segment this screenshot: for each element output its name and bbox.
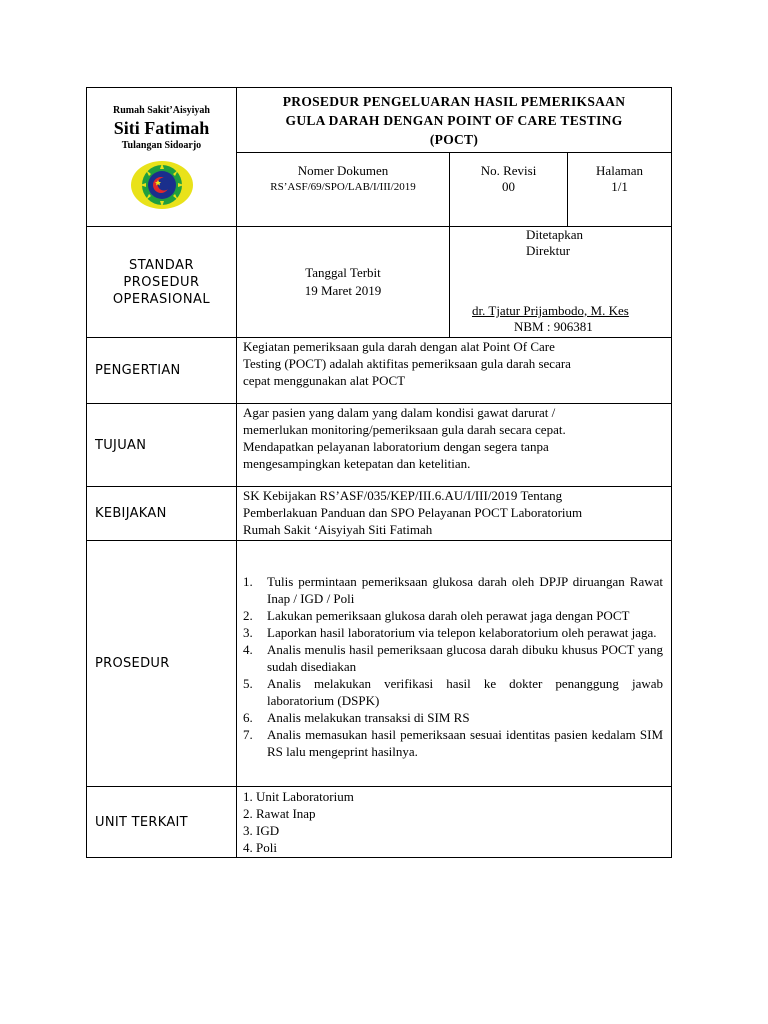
sop-line-2: PROSEDUR <box>123 274 200 290</box>
approved-role: Direktur <box>526 243 571 258</box>
pengertian-content <box>237 338 672 404</box>
kebijakan-line-1: SK Kebijakan RS’ASF/035/KEP/III.6.AU/I/III/2019 Tentang <box>243 488 563 503</box>
prosedur-step-number: 1. <box>243 574 253 589</box>
prosedur-step-number: 4. <box>243 642 253 657</box>
page-value: 1/1 <box>611 179 628 194</box>
hospital-logo-icon <box>130 160 194 210</box>
prosedur-label: PROSEDUR <box>87 541 237 787</box>
sop-document-table <box>86 87 672 858</box>
sop-line-1: STANDAR <box>128 257 194 273</box>
hospital-location: Tulangan Sidoarjo <box>121 140 202 151</box>
pengertian-label: PENGERTIAN <box>87 338 237 404</box>
hospital-line1: Rumah Sakit’Aisyiyah <box>113 105 210 116</box>
issue-date-label: Tanggal Terbit <box>305 265 381 280</box>
prosedur-step-text: Analis menulis hasil pemeriksaan glucosa darah dibuku khusus POCT yang sudah disediakan <box>267 642 664 674</box>
approval-cell <box>450 227 672 338</box>
document-title <box>237 88 672 153</box>
revision-value: 00 <box>502 179 515 194</box>
prosedur-step <box>243 709 663 726</box>
approved-label: Ditetapkan <box>526 227 584 242</box>
prosedur-step-number: 6. <box>243 710 253 725</box>
prosedur-step-text: Analis memasukan hasil pemeriksaan sesuai identitas pasien kedalam SIM RS lalu mengeprint hasilnya. <box>267 727 664 759</box>
page-cell <box>568 153 672 227</box>
prosedur-step <box>243 573 663 607</box>
kebijakan-line-2: Pemberlakuan Panduan dan SPO Pelayanan POCT Laboratorium <box>243 505 583 520</box>
kebijakan-content <box>237 487 672 541</box>
pengertian-line-2: Testing (POCT) adalah aktifitas pemeriksaan gula darah secara <box>243 356 571 371</box>
unit-terkait-label: UNIT TERKAIT <box>87 787 237 858</box>
prosedur-step-text: Laporkan hasil laboratorium via telepon kelaboratorium oleh perawat jaga. <box>267 625 657 640</box>
prosedur-step-number: 3. <box>243 625 253 640</box>
kebijakan-label: KEBIJAKAN <box>87 487 237 541</box>
prosedur-step <box>243 607 663 624</box>
title-line-1: PROSEDUR PENGELUARAN HASIL PEMERIKSAAN <box>282 93 626 109</box>
prosedur-step <box>243 641 663 675</box>
prosedur-step-text: Analis melakukan transaksi di SIM RS <box>267 710 470 725</box>
tujuan-line-1: Agar pasien yang dalam yang dalam kondisi gawat darurat / <box>243 405 556 420</box>
tujuan-label: TUJUAN <box>87 404 237 487</box>
sop-label-cell <box>87 227 237 338</box>
prosedur-step <box>243 726 663 760</box>
unit-terkait-content <box>237 787 672 858</box>
tujuan-line-2: memerlukan monitoring/pemeriksaan gula darah secara cepat. <box>243 422 566 437</box>
prosedur-step-text: Tulis permintaan pemeriksaan glukosa darah oleh DPJP diruangan Rawat Inap / IGD / Poli <box>267 574 664 606</box>
prosedur-step-text: Lakukan pemeriksaan glukosa darah oleh perawat jaga dengan POCT <box>267 608 630 623</box>
document-number-cell <box>237 153 450 227</box>
prosedur-step-number: 2. <box>243 608 253 623</box>
pengertian-line-1: Kegiatan pemeriksaan gula darah dengan alat Point Of Care <box>243 339 555 354</box>
kebijakan-line-3: Rumah Sakit ‘Aisyiyah Siti Fatimah <box>243 522 433 537</box>
prosedur-step-text: Analis melakukan verifikasi hasil ke dokter penanggung jawab laboratorium (DSPK) <box>267 676 664 708</box>
revision-cell <box>450 153 568 227</box>
issue-date-value: 19 Maret 2019 <box>304 283 382 298</box>
signer-nbm: NBM : 906381 <box>514 319 593 334</box>
unit-item: 3. IGD <box>243 823 280 838</box>
sop-line-3: OPERASIONAL <box>112 291 211 307</box>
tujuan-line-4: mengesampingkan ketepatan dan ketelitian. <box>243 456 471 471</box>
prosedur-content <box>237 541 672 787</box>
prosedur-list <box>243 573 663 760</box>
revision-label: No. Revisi <box>480 163 537 178</box>
unit-item: 1. Unit Laboratorium <box>243 789 354 804</box>
prosedur-step <box>243 624 663 641</box>
tujuan-line-3: Mendapatkan pelayanan laboratorium dengan segera tanpa <box>243 439 549 454</box>
tujuan-content <box>237 404 672 487</box>
page-label: Halaman <box>596 163 643 178</box>
prosedur-step <box>243 675 663 709</box>
hospital-cell <box>87 88 237 227</box>
prosedur-step-number: 5. <box>243 676 253 691</box>
title-line-2: GULA DARAH DENGAN POINT OF CARE TESTING <box>285 112 623 128</box>
unit-item: 2. Rawat Inap <box>243 806 316 821</box>
doc-number-value: RS’ASF/69/SPO/LAB/I/III/2019 <box>270 181 416 193</box>
prosedur-step-number: 7. <box>243 727 253 742</box>
issue-date-cell <box>237 227 450 338</box>
unit-item: 4. Poli <box>243 840 277 855</box>
hospital-name: Siti Fatimah <box>113 118 210 138</box>
doc-number-label: Nomer Dokumen <box>297 163 389 178</box>
title-line-3: (POCT) <box>429 131 479 147</box>
pengertian-line-3: cepat menggunakan alat POCT <box>243 373 406 388</box>
signer-name: dr. Tjatur Prijambodo, M. Kes <box>472 303 629 318</box>
